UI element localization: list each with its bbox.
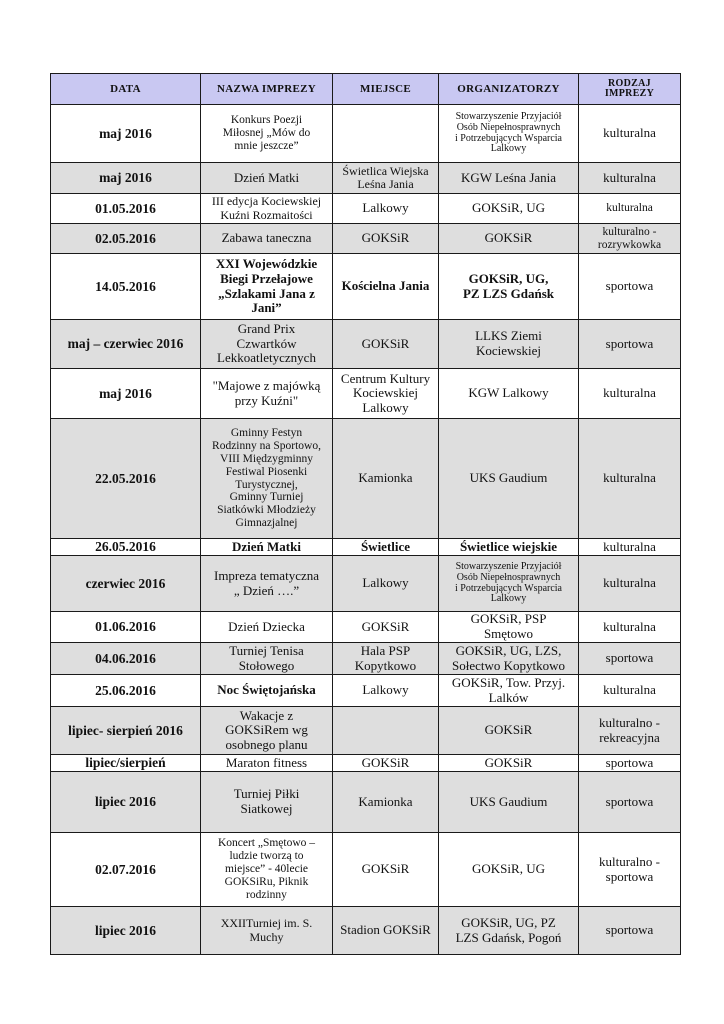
row-organizers: GOKSiR, PSP Smętowo — [439, 612, 579, 643]
row-name: Maraton fitness — [201, 755, 333, 772]
table-row — [51, 755, 681, 772]
row-type: kulturalna — [579, 556, 681, 612]
row-organizers: KGW Lalkowy — [439, 369, 579, 419]
row-type: kulturalna — [579, 539, 681, 556]
row-place: Hala PSP Kopytkowo — [333, 643, 439, 675]
row-name: Wakacje z GOKSiRem wg osobnego planu — [201, 707, 333, 755]
table-row — [51, 105, 681, 163]
row-type: kulturalno - rozrywkowka — [579, 224, 681, 254]
row-date: maj 2016 — [51, 163, 201, 194]
table-row — [51, 833, 681, 907]
row-date: 02.05.2016 — [51, 224, 201, 254]
row-type: sportowa — [579, 755, 681, 772]
row-place: Stadion GOKSiR — [333, 907, 439, 955]
row-organizers: GOKSiR, Tow. Przyj. Lalków — [439, 675, 579, 707]
row-place: Kamionka — [333, 419, 439, 539]
row-organizers: Stowarzyszenie Przyjaciół Osób Niepełnosprawnych i Potrzebujących Wsparcia Lalkowy — [439, 556, 579, 612]
table-row — [51, 369, 681, 419]
table-row — [51, 612, 681, 643]
row-name: Koncert „Smętowo – ludzie tworzą to miejsce” - 40lecie GOKSiRu, Piknik rodzinny — [201, 833, 333, 907]
events-table — [50, 73, 681, 955]
row-name: Dzień Matki — [201, 539, 333, 556]
row-place: Lalkowy — [333, 675, 439, 707]
row-name: Turniej Piłki Siatkowej — [201, 772, 333, 833]
row-type: kulturalna — [579, 163, 681, 194]
row-type: kulturalna — [579, 675, 681, 707]
row-place: Świetlica Wiejska Leśna Jania — [333, 163, 439, 194]
row-name: "Majowe z majówką przy Kuźni" — [201, 369, 333, 419]
row-organizers: UKS Gaudium — [439, 772, 579, 833]
table-row — [51, 907, 681, 955]
row-place — [333, 105, 439, 163]
row-organizers: GOKSiR — [439, 224, 579, 254]
table-row — [51, 643, 681, 675]
row-name: XXI Wojewódzkie Biegi Przełajowe „Szlakami Jana z Jani” — [201, 254, 333, 320]
row-date: lipiec/sierpień — [51, 755, 201, 772]
table-row — [51, 254, 681, 320]
row-place: Lalkowy — [333, 556, 439, 612]
table-row — [51, 194, 681, 224]
table-row — [51, 675, 681, 707]
row-place: GOKSiR — [333, 612, 439, 643]
row-place — [333, 707, 439, 755]
row-place: GOKSiR — [333, 320, 439, 369]
row-date: maj 2016 — [51, 105, 201, 163]
row-organizers: GOKSiR — [439, 755, 579, 772]
row-type: kulturalna — [579, 369, 681, 419]
row-date: 04.06.2016 — [51, 643, 201, 675]
row-date: 02.07.2016 — [51, 833, 201, 907]
row-place: GOKSiR — [333, 755, 439, 772]
row-type: kulturalno - sportowa — [579, 833, 681, 907]
row-date: czerwiec 2016 — [51, 556, 201, 612]
row-place: GOKSiR — [333, 833, 439, 907]
row-organizers: Świetlice wiejskie — [439, 539, 579, 556]
table-row — [51, 419, 681, 539]
table-row — [51, 320, 681, 369]
header-date: DATA — [51, 74, 201, 105]
row-type: kulturalna — [579, 194, 681, 224]
row-organizers: GOKSiR, UG, PZ LZS Gdańsk — [439, 254, 579, 320]
row-type: kulturalna — [579, 105, 681, 163]
row-place: Kościelna Jania — [333, 254, 439, 320]
row-date: 22.05.2016 — [51, 419, 201, 539]
row-name: Zabawa taneczna — [201, 224, 333, 254]
row-date: 26.05.2016 — [51, 539, 201, 556]
row-organizers: Stowarzyszenie Przyjaciół Osób Niepełnosprawnych i Potrzebujących Wsparcia Lalkowy — [439, 105, 579, 163]
row-organizers: GOKSiR, UG, LZS, Sołectwo Kopytkowo — [439, 643, 579, 675]
row-type: sportowa — [579, 772, 681, 833]
row-name: Impreza tematyczna „ Dzień ….” — [201, 556, 333, 612]
table-row — [51, 539, 681, 556]
row-place: Centrum Kultury Kociewskiej Lalkowy — [333, 369, 439, 419]
row-type: sportowa — [579, 907, 681, 955]
table-row — [51, 163, 681, 194]
table-row — [51, 772, 681, 833]
row-date: 14.05.2016 — [51, 254, 201, 320]
row-name: Turniej Tenisa Stołowego — [201, 643, 333, 675]
row-date: lipiec- sierpień 2016 — [51, 707, 201, 755]
row-type: sportowa — [579, 320, 681, 369]
row-organizers: GOKSiR, UG — [439, 833, 579, 907]
row-name: Gminny Festyn Rodzinny na Sportowo, VIII Międzygminny Festiwal Piosenki Turystycznej, Gminny Turniej Siatkówki Młodzieży Gimnazjalnej — [201, 419, 333, 539]
row-type: sportowa — [579, 643, 681, 675]
table-row — [51, 707, 681, 755]
row-date: lipiec 2016 — [51, 907, 201, 955]
row-organizers: KGW Leśna Jania — [439, 163, 579, 194]
row-name: Grand Prix Czwartków Lekkoatletycznych — [201, 320, 333, 369]
row-place: Lalkowy — [333, 194, 439, 224]
row-place: Świetlice — [333, 539, 439, 556]
header-organizers: ORGANIZATORZY — [439, 74, 579, 105]
row-date: 01.05.2016 — [51, 194, 201, 224]
row-date: maj – czerwiec 2016 — [51, 320, 201, 369]
row-date: lipiec 2016 — [51, 772, 201, 833]
row-name: Dzień Matki — [201, 163, 333, 194]
row-organizers: GOKSiR, UG — [439, 194, 579, 224]
row-organizers: GOKSiR — [439, 707, 579, 755]
header-type: RODZAJ IMPREZY — [579, 74, 681, 105]
table-row — [51, 556, 681, 612]
row-type: kulturalno - rekreacyjna — [579, 707, 681, 755]
row-date: 01.06.2016 — [51, 612, 201, 643]
row-place: GOKSiR — [333, 224, 439, 254]
row-name: III edycja Kociewskiej Kuźni Rozmaitości — [201, 194, 333, 224]
row-date: maj 2016 — [51, 369, 201, 419]
header-place: MIEJSCE — [333, 74, 439, 105]
row-name: Noc Świętojańska — [201, 675, 333, 707]
row-place: Kamionka — [333, 772, 439, 833]
row-type: sportowa — [579, 254, 681, 320]
row-organizers: LLKS Ziemi Kociewskiej — [439, 320, 579, 369]
row-name: XXIITurniej im. S. Muchy — [201, 907, 333, 955]
row-type: kulturalna — [579, 612, 681, 643]
header-row — [51, 74, 681, 105]
header-name: NAZWA IMPREZY — [201, 74, 333, 105]
table-row — [51, 224, 681, 254]
row-name: Konkurs Poezji Miłosnej „Mów do mnie jeszcze” — [201, 105, 333, 163]
row-organizers: GOKSiR, UG, PZ LZS Gdańsk, Pogoń — [439, 907, 579, 955]
row-type: kulturalna — [579, 419, 681, 539]
row-name: Dzień Dziecka — [201, 612, 333, 643]
row-date: 25.06.2016 — [51, 675, 201, 707]
row-organizers: UKS Gaudium — [439, 419, 579, 539]
